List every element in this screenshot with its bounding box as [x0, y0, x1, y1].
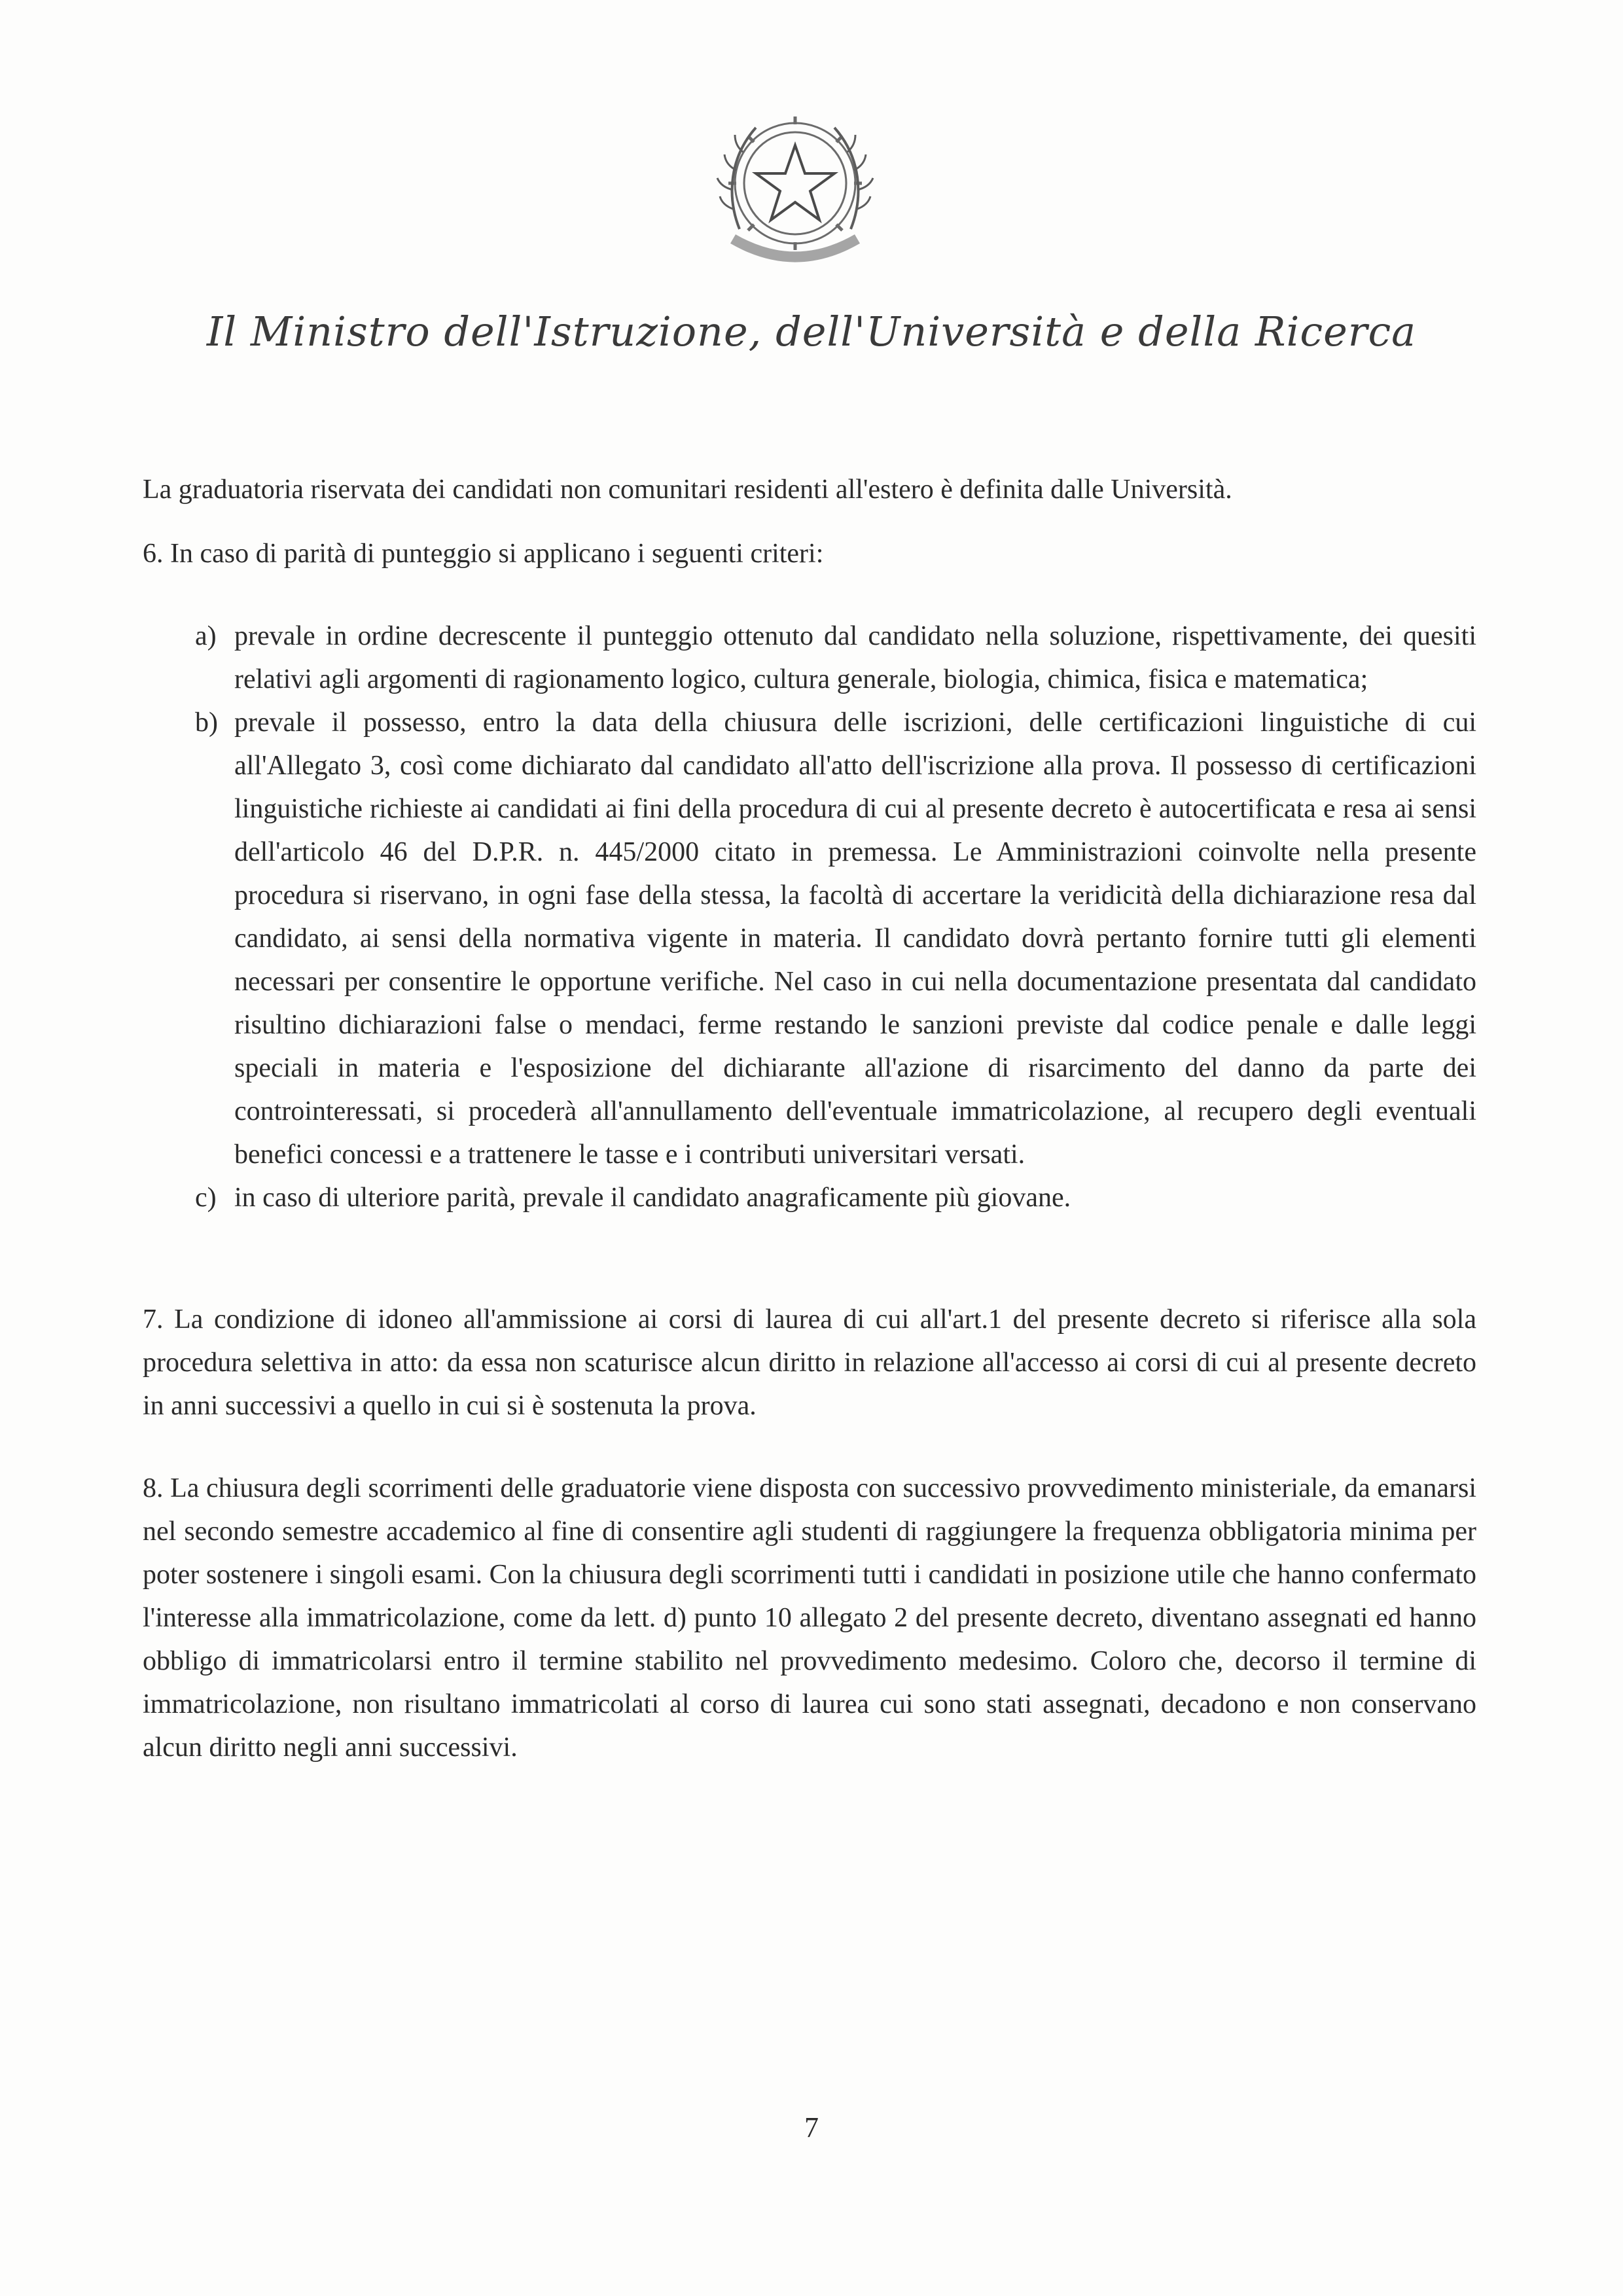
ministry-title: Il Ministro dell'Istruzione, dell'Università e della Ricerca: [206, 308, 1417, 355]
point-8-paragraph: 8. La chiusura degli scorrimenti delle graduatorie viene disposta con successivo provvedimento ministeriale, da emanarsi nel secondo semestre accademico al fine di consentire agli studenti di raggiungere la frequenza obbligatoria minima per poter sostenere i singoli esami. Con la chiusura degli scorrimenti tutti i candidati in posizione utile che hanno confermato l'interesse alla immatricolazione, come da lett. d) punto 10 allegato 2 del presente decreto, diventano assegnati ed hanno obbligo di immatricolarsi entro il termine stabilito nel provvedimento medesimo. Coloro che, decorso il termine di immatricolazione, non risultano immatricolati al corso di laurea cui sono stati assegnati, decadono e non conservano alcun diritto negli anni successivi.: [143, 1473, 1476, 1763]
intro-paragraph: La graduatoria riservata dei candidati non comunitari residenti all'estero è definita dalle Università.: [143, 475, 1232, 505]
document-body: [143, 468, 1476, 1769]
criterion-b: [143, 701, 1476, 1176]
criterion-text: in caso di ulteriore parità, prevale il candidato anagraficamente più giovane.: [234, 1183, 1071, 1213]
point-7-paragraph: 7. La condizione di idoneo all'ammissione ai corsi di laurea di cui all'art.1 del presente decreto si riferisce alla sola procedura selettiva in atto: da essa non scaturisce alcun diritto in relazione all'accesso ai corsi di cui al presente decreto in anni successivi a quello in cui si è sostenuta la prova.: [143, 1304, 1476, 1421]
criterion-a: [143, 615, 1476, 701]
criterion-marker: c): [195, 1183, 217, 1213]
italian-republic-emblem-icon: [700, 98, 890, 281]
criterion-marker: a): [195, 621, 217, 651]
criterion-marker: b): [195, 708, 218, 738]
criterion-c: [143, 1176, 1476, 1219]
point-6-paragraph: 6. In caso di parità di punteggio si applicano i seguenti criteri:: [143, 539, 824, 569]
criterion-text: prevale il possesso, entro la data della chiusura delle iscrizioni, delle certificazioni linguistiche di cui all'Allegato 3, così come dichiarato dal candidato all'atto dell'iscrizione alla prova. Il possesso di certificazioni linguistiche richieste ai candidati ai fini della procedura di cui al presente decreto è autocertificata e resa ai sensi dell'articolo 46 del D.P.R. n. 445/2000 citato in premessa. Le Amministrazioni coinvolte nella presente procedura si riservano, in ogni fase della stessa, la facoltà di accertare la veridicità della dichiarazione resa dal candidato, ai sensi della normativa vigente in materia. Il candidato dovrà pertanto fornire tutti gli elementi necessari per consentire le opportune verifiche. Nel caso in cui nella documentazione presentata dal candidato risultino dichiarazioni false o mendaci, ferme restando le sanzioni previste dal codice penale e dalle leggi speciali in materia e l'esposizione del dichiarante all'azione di risarcimento del danno da parte dei controinteressati, si procederà all'annullamento dell'eventuale immatricolazione, al recupero degli eventuali benefici concessi e a trattenere le tasse e i contributi universitari versati.: [234, 708, 1476, 1170]
criterion-text: prevale in ordine decrescente il punteggio ottenuto dal candidato nella soluzione, rispettivamente, dei quesiti relativi agli argomenti di ragionamento logico, cultura generale, biologia, chimica, fisica e matematica;: [234, 621, 1476, 694]
page-number: 7: [804, 2111, 819, 2144]
